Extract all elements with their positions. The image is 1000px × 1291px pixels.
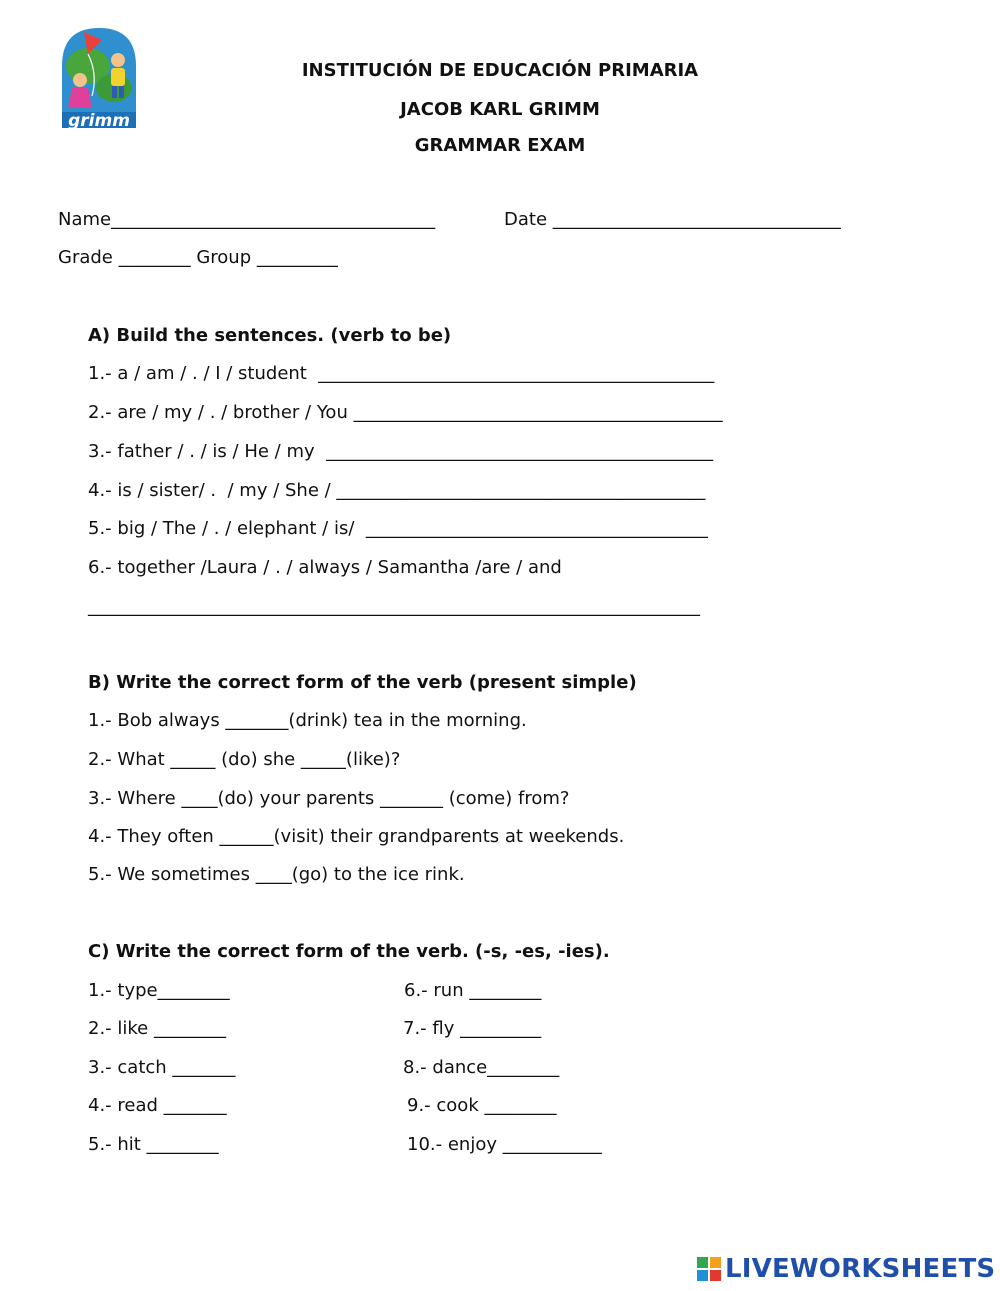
section-c-item[interactable]: 1.- type________ (88, 980, 230, 1001)
section-b-item[interactable]: 2.- What _____ (do) she _____(like)? (88, 749, 401, 770)
section-a-item[interactable]: 4.- is / sister/ . / my / She / _________________________________________ (88, 480, 706, 501)
liveworksheets-logo[interactable] (697, 1254, 995, 1284)
section-c-item[interactable]: 9.- cook ________ (407, 1095, 557, 1116)
section-a-item[interactable]: 3.- father / . / is / He / my ___________________________________________ (88, 441, 714, 462)
section-c-item[interactable]: 6.- run ________ (404, 980, 542, 1001)
section-a-item: 6.- together /Laura / . / always / Samantha /are / and (88, 557, 562, 578)
section-c-item[interactable]: 7.- fly _________ (403, 1018, 542, 1039)
section-c-item[interactable]: 3.- catch _______ (88, 1057, 236, 1078)
section-b-title: B) Write the correct form of the verb (present simple) (88, 672, 637, 693)
school-name-line-1: INSTITUCIÓN DE EDUCACIÓN PRIMARIA (301, 60, 699, 81)
liveworksheets-icon (697, 1257, 721, 1281)
logo-wordmark: grimm (68, 111, 130, 128)
section-a-item[interactable]: 2.- are / my / . / brother / You _________________________________________ (88, 402, 723, 423)
section-a-item[interactable]: 5.- big / The / . / elephant / is/ ______________________________________ (88, 518, 708, 539)
section-b-item[interactable]: 4.- They often ______(visit) their grandparents at weekends. (88, 826, 625, 847)
section-c-item[interactable]: 2.- like ________ (88, 1018, 226, 1039)
section-a-title: A) Build the sentences. (verb to be) (88, 325, 452, 346)
section-b-item[interactable]: 5.- We sometimes ____(go) to the ice rink. (88, 864, 465, 885)
exam-title: GRAMMAR EXAM (414, 135, 586, 156)
section-b-item[interactable]: 3.- Where ____(do) your parents _______ (come) from? (88, 788, 570, 809)
date-field[interactable]: Date ________________________________ (504, 209, 841, 230)
school-name-line-2: JACOB KARL GRIMM (400, 99, 600, 120)
section-c-item[interactable]: 8.- dance________ (403, 1057, 560, 1078)
name-field[interactable]: Name____________________________________ (58, 209, 436, 230)
liveworksheets-wordmark: LIVEWORKSHEETS (725, 1254, 996, 1284)
section-b-item[interactable]: 1.- Bob always _______(drink) tea in the morning. (88, 710, 527, 731)
section-c-item[interactable]: 4.- read _______ (88, 1095, 227, 1116)
grade-group-field[interactable]: Grade ________ Group _________ (58, 247, 338, 268)
section-a-item[interactable]: 1.- a / am / . / I / student ____________________________________________ (88, 363, 715, 384)
section-a-answer-line[interactable]: ____________________________________________________________________ (88, 596, 700, 617)
section-c-item[interactable]: 10.- enjoy ___________ (407, 1134, 602, 1155)
section-c-item[interactable]: 5.- hit ________ (88, 1134, 219, 1155)
section-c-title: C) Write the correct form of the verb. (-s, -es, -ies). (88, 941, 610, 962)
